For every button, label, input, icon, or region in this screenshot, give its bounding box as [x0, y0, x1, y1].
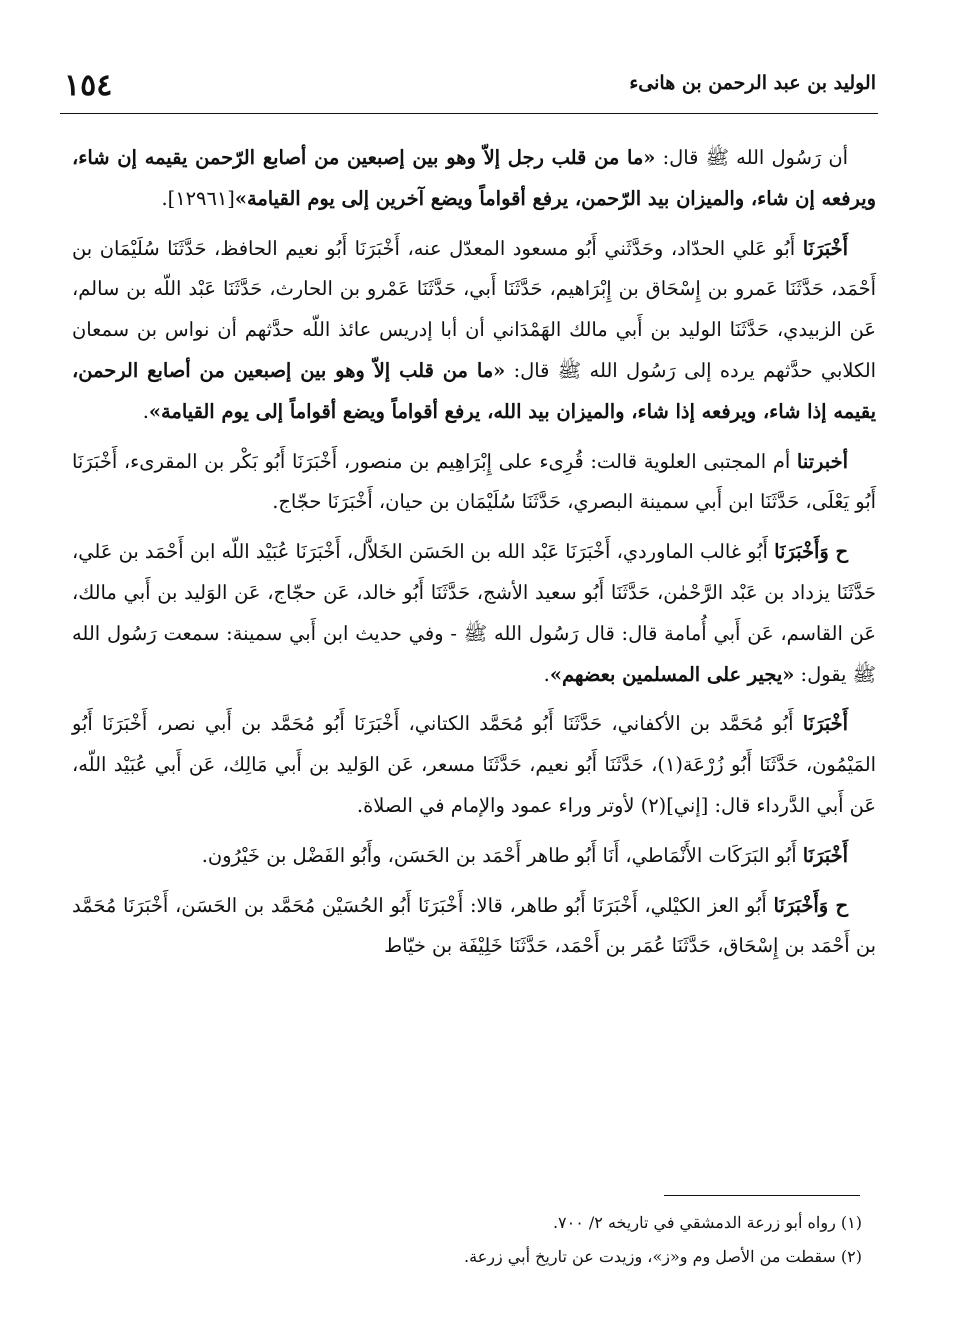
paragraph — [72, 704, 876, 826]
bold-run: ح وَأَخْبَرَنَا — [774, 540, 848, 564]
footnote-1: (١) رواه أبو زرعة الدمشقي في تاريخه ٢/ ٧٠٠. — [552, 1213, 862, 1232]
footnotes — [80, 1206, 862, 1274]
bold-run: «يجير على المسلمين بعضهم» — [549, 662, 795, 686]
text-run: . — [356, 793, 364, 817]
page-header — [64, 66, 876, 106]
paragraph — [72, 886, 876, 968]
bold-run: أَخْبَرَنَا — [802, 236, 848, 260]
text-run: أَبُو مُحَمَّد بن الأكفاني، حَدَّثَنَا أَبُو مُحَمَّد الكتاني، أَخْبَرَنَا أَبُو مُحَمَّد بن أَبي نصر، أَخْبَرَنَا أَبُو المَيْمُون، حَدَّثَنَا أَبُو زُرْعَة(١)، حَدَّثَنَا أَبُو نعيم، حَدَّثَنَا مسعر، عَن الوَليد بن أَبي مَالِك، عَن أَبي عُبَيْد اللّه، عَن أَبي الدَّرداء قال: [إني](٢) — [72, 712, 876, 817]
bold-run: أَخْبَرَنَا — [802, 712, 848, 736]
paragraph — [72, 836, 876, 877]
text-run: أَبُو العز الكيْلي، أَخْبَرَنَا أَبُو طاهر، قالا: أَخْبَرَنَا أَبُو الحُسَيْن مُحَمَّد بن الحَسَن، أَخْبَرَنَا مُحَمَّد بن أَحْمَد بن إِسْحَاق، حَدَّثَنَا عُمَر بن أَحْمَد، حَدَّثَنَا خَلِيْفَة بن خيّاط — [72, 893, 876, 958]
bold-run: «ما من قلب إلاّ وهو بين إصبعين من أصابع الرحمن، يقيمه إذا شاء، ويرفعه إذا شاء، والميزان بيد الله، يرفع أقواماً ويضع أقواماً إلى يوم القيامة» — [72, 358, 876, 423]
text-run: أَبُو البَرَكَات الأَنْمَاطي، أَنَا أَبُو طاهر أَحْمَد بن الحَسَن، وأَبُو الفَضْل بن خَيْرُون. — [201, 843, 803, 867]
bold-run: أَخْبَرَنَا — [802, 843, 848, 867]
page-number: ١٥٤ — [64, 68, 113, 103]
text-run: أم المجتبى العلوية قالت: قُرِىء على إِبْرَاهِيم بن منصور، أَخْبَرَنَا أَبُو بَكْر بن المقرىء، أَخْبَرَنَا أَبُو يَعْلَى، حَدَّثَنَا ابن أَبي سمينة البصري، حَدَّثَنَا سُلَيْمَان بن حيان، أَخْبَرَنَا حجّاج. — [72, 449, 876, 514]
bold-run: ح وَأَخْبَرَنَا — [773, 893, 848, 917]
header-rule — [60, 113, 878, 114]
paragraph — [72, 442, 876, 524]
text-run: أَبُو غالب الماوردي، أَخْبَرَنَا عَبْد الله بن الحَسَن الخَلاَّل، أَخْبَرَنَا عُبَيْد اللّه ابن أَحْمَد بن عَلي، حَدَّثَنَا يزداد بن عَبْد الرَّحْمٰن، حَدَّثَنَا أَبُو سعيد الأشج، حَدَّثَنَا أَبُو خالد، عَن حجّاج، عَن الوَليد بن أَبي مالك، عَن القاسم، عَن أَبي أُمامة قال: قال رَسُول الله ﷺ - وفي حديث ابن أَبي سمينة: سمعت رَسُول الله ﷺ يقول: — [72, 540, 876, 686]
paragraph — [72, 229, 876, 433]
text-run: أَبُو عَلي الحدّاد، وحَدَّثَني أَبُو مسعود المعدّل عنه، أَخْبَرَنَا أَبُو نعيم الحافظ، حَدَّثَنَا سُلَيْمَان بن أَحْمَد، حَدَّثَنَا عَمرو بن إِسْحَاق بن إِبْرَاهيم، حَدَّثَنَا أَبي، حَدَّثَنَا عَمْرو بن الحارث، حَدَّثَنَا عَبْد اللّه بن سالم، عَن الزبيدي، حَدَّثَنَا الوليد بن أَبي مالك الهَمْدَاني أن أبا إدريس عائذ اللّه حدَّثهم أن نواس بن سمعان الكلابي حدَّثهم يرده إلى رَسُول الله ﷺ قال: — [72, 236, 876, 382]
text-run: [١٢٩٦١]. — [161, 186, 235, 210]
text-run: أن رَسُول الله ﷺ قال: — [655, 146, 848, 169]
running-title: الوليد بن عبد الرحمن بن هانىء — [629, 72, 876, 94]
text-run: لأوتر وراء عمود والإمام في الصلاة — [363, 793, 635, 817]
body-text — [72, 138, 876, 976]
bold-run: «ما من قلب رجل إلاّ وهو بين إصبعين من أصابع الرّحمن يقيمه إن شاء، ويرفعه إن شاء، والميزان بيد الرّحمن، يرفع أقواماً ويضع آخرين إلى يوم القيامة» — [72, 146, 876, 210]
text-run: . — [142, 399, 149, 423]
paragraph — [72, 532, 876, 695]
bold-run: أخبرتنا — [796, 449, 848, 473]
footnote-2: (٢) سقطت من الأصل وم و«ز»، وزيدت عن تاريخ أبي زرعة. — [464, 1247, 862, 1266]
text-run: . — [543, 662, 550, 686]
paragraph — [72, 138, 876, 220]
footnote-separator — [664, 1195, 860, 1196]
